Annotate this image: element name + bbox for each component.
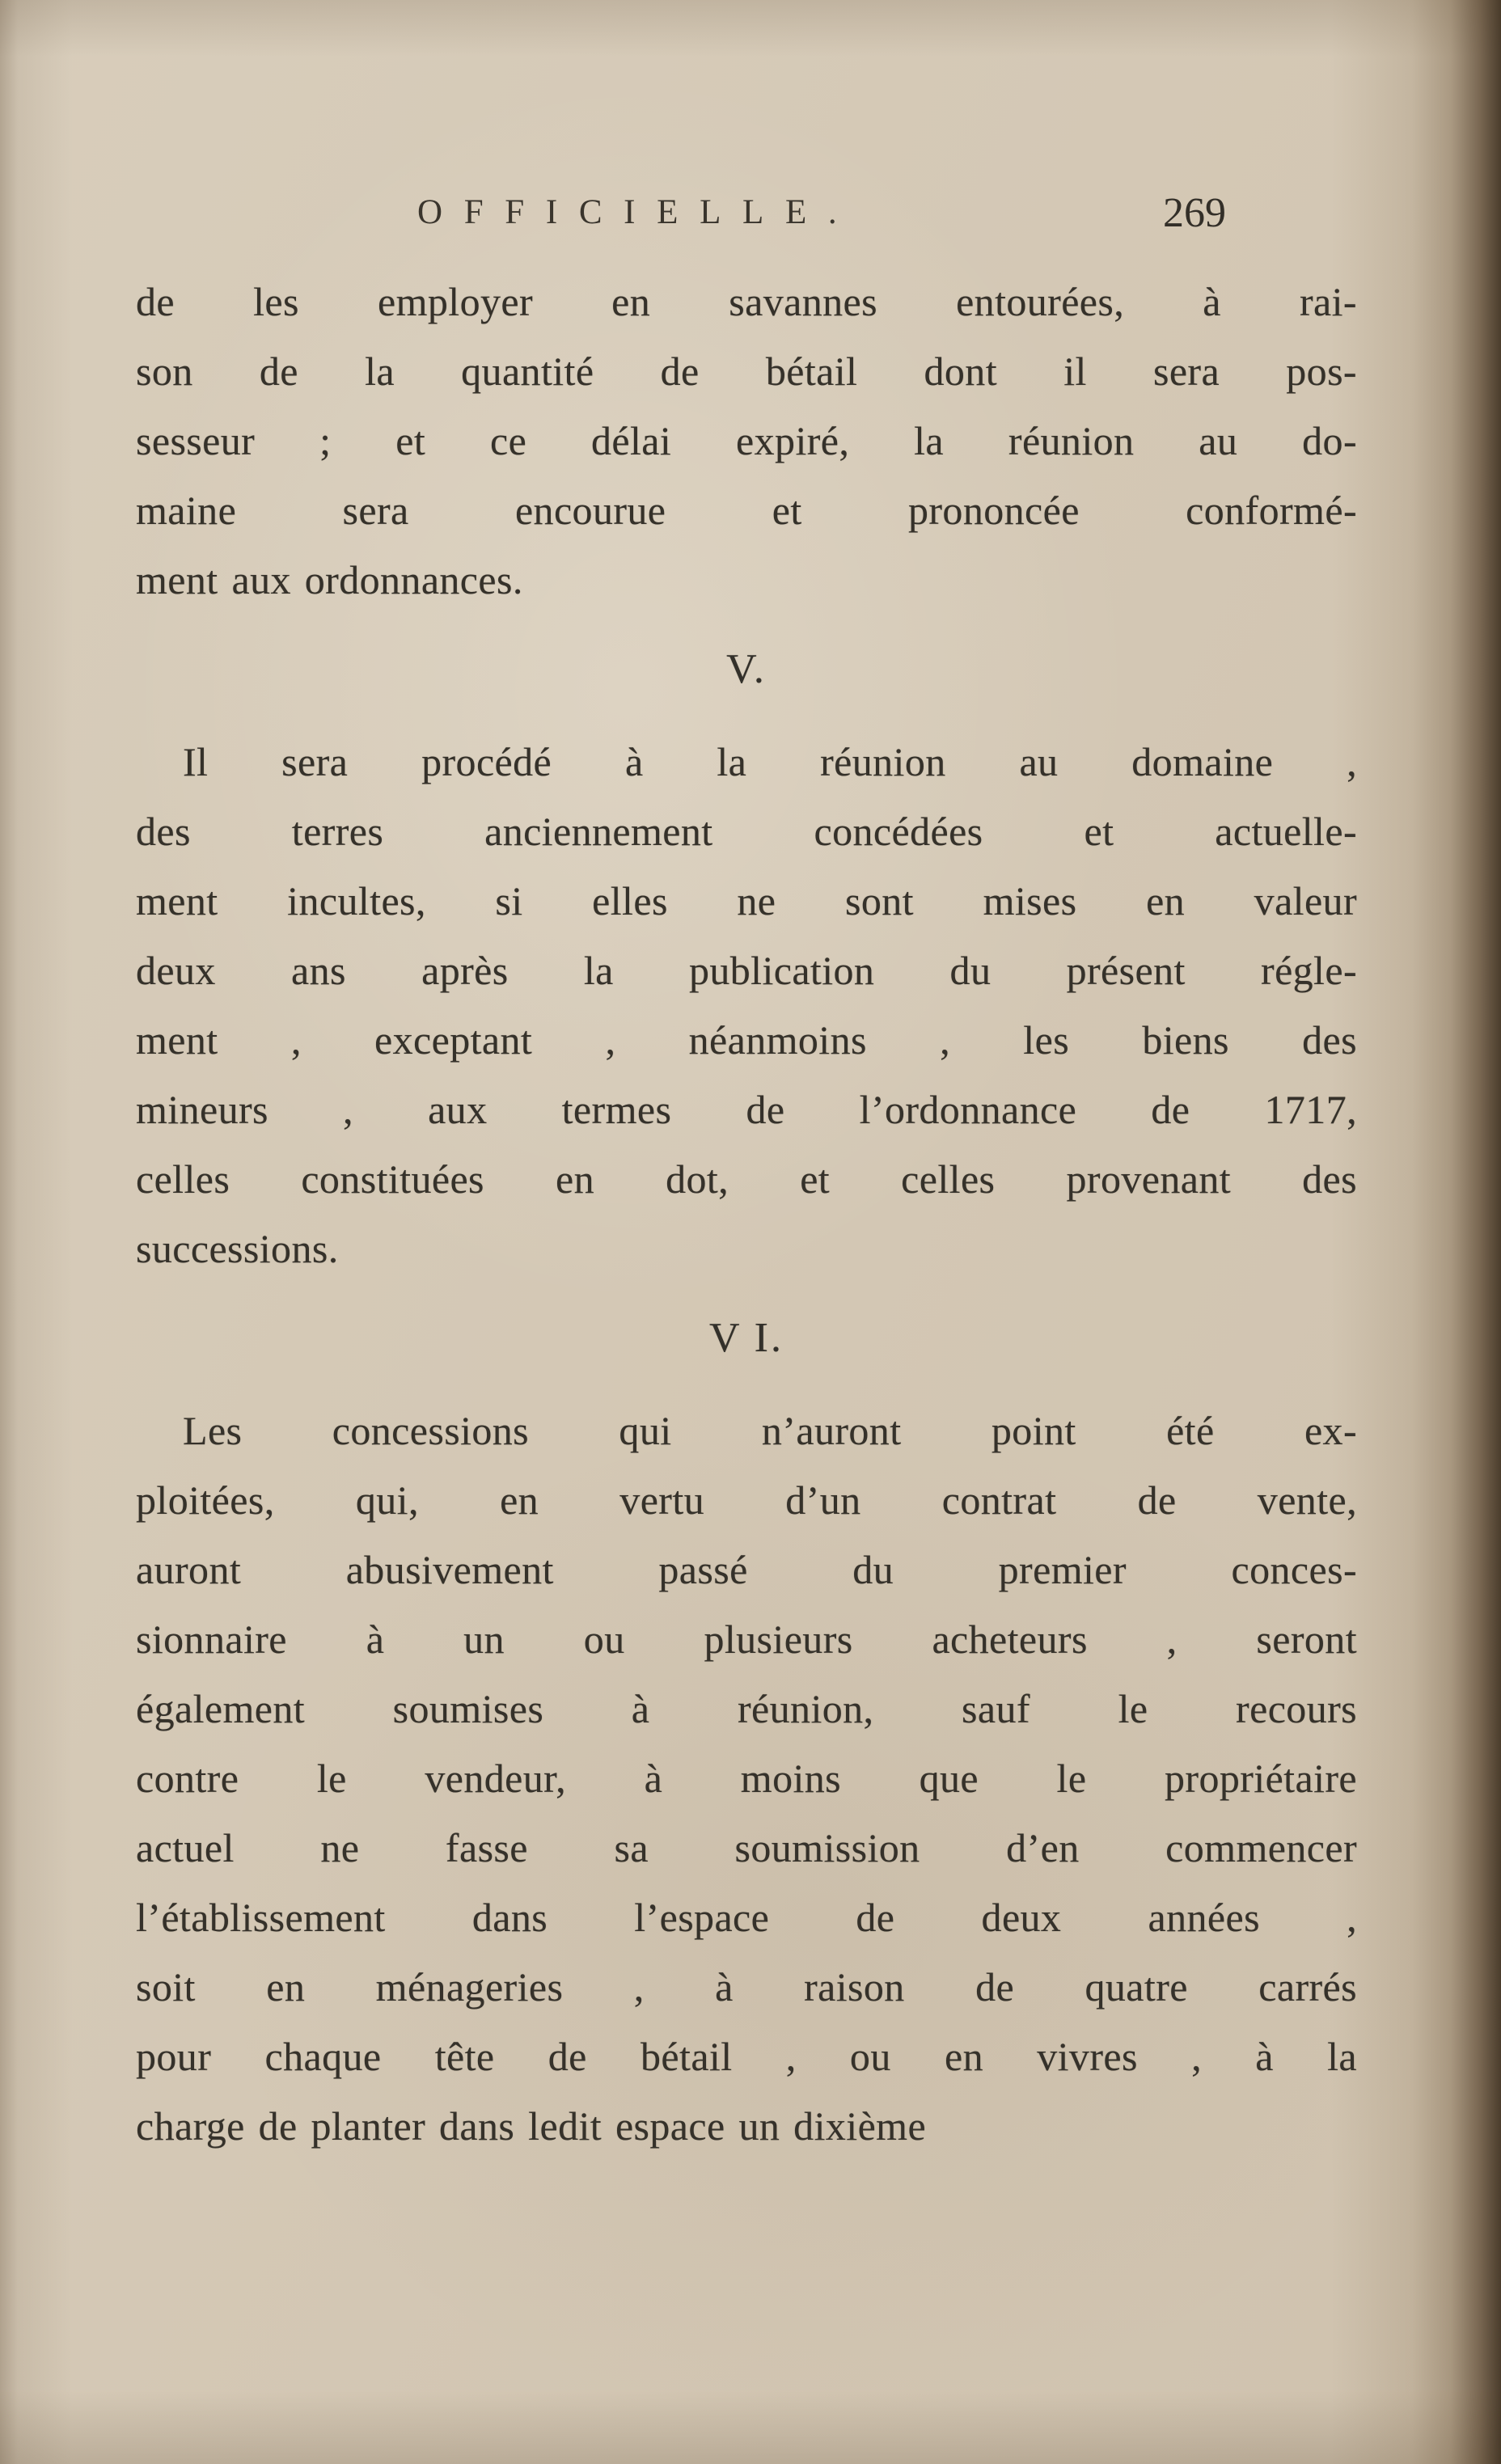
section-heading: V I. xyxy=(709,1315,784,1361)
text-line: contre le vendeur, à moins que le propriétaire xyxy=(136,1756,1357,1801)
text-line: mineurs , aux termes de l’ordonnance de 1717, xyxy=(136,1087,1357,1132)
text-line: également soumises à réunion, sauf le recours xyxy=(136,1686,1357,1731)
text-line: successions. xyxy=(136,1226,339,1271)
text-line: auront abusivement passé du premier conces- xyxy=(136,1547,1357,1592)
paragraph xyxy=(136,1396,1357,2161)
text-line: Les concessions qui n’auront point été ex- xyxy=(183,1408,1357,1453)
text-body xyxy=(136,267,1357,2161)
text-line: de les employer en savannes entourées, à rai- xyxy=(136,279,1357,324)
text-line: l’établissement dans l’espace de deux années , xyxy=(136,1895,1357,1940)
text-line: pour chaque tête de bétail , ou en vivres , à la xyxy=(136,2034,1357,2079)
text-line: ment aux ordonnances. xyxy=(136,557,523,602)
page-number: 269 xyxy=(1163,190,1226,236)
text-line: sesseur ; et ce délai expiré, la réunion au do- xyxy=(136,418,1357,463)
text-line: sionnaire à un ou plusieurs acheteurs , seront xyxy=(136,1617,1357,1662)
running-head-title: OFFICIELLE. xyxy=(417,193,859,231)
text-line: actuel ne fasse sa soumission d’en commencer xyxy=(136,1825,1357,1870)
text-line: maine sera encourue et prononcée conformé- xyxy=(136,488,1357,533)
running-head xyxy=(136,192,1357,256)
text-line: Il sera procédé à la réunion au domaine , xyxy=(183,739,1357,784)
text-line: ment incultes, si elles ne sont mises en valeur xyxy=(136,878,1357,923)
text-line: celles constituées en dot, et celles provenant des xyxy=(136,1156,1357,1202)
text-line: son de la quantité de bétail dont il sera pos- xyxy=(136,349,1357,394)
text-line: charge de planter dans ledit espace un dixième xyxy=(136,2103,927,2149)
text-block xyxy=(136,192,1357,2161)
paragraph xyxy=(136,267,1357,615)
section-heading: V. xyxy=(726,646,767,692)
text-line: soit en ménageries , à raison de quatre carrés xyxy=(136,1964,1357,2010)
text-line: ment , exceptant , néanmoins , les biens des xyxy=(136,1017,1357,1063)
text-line: deux ans après la publication du présent régle- xyxy=(136,948,1357,993)
paragraph xyxy=(136,727,1357,1283)
text-line: ploitées, qui, en vertu d’un contrat de vente, xyxy=(136,1477,1357,1523)
text-line: des terres anciennement concédées et actuelle- xyxy=(136,809,1357,854)
